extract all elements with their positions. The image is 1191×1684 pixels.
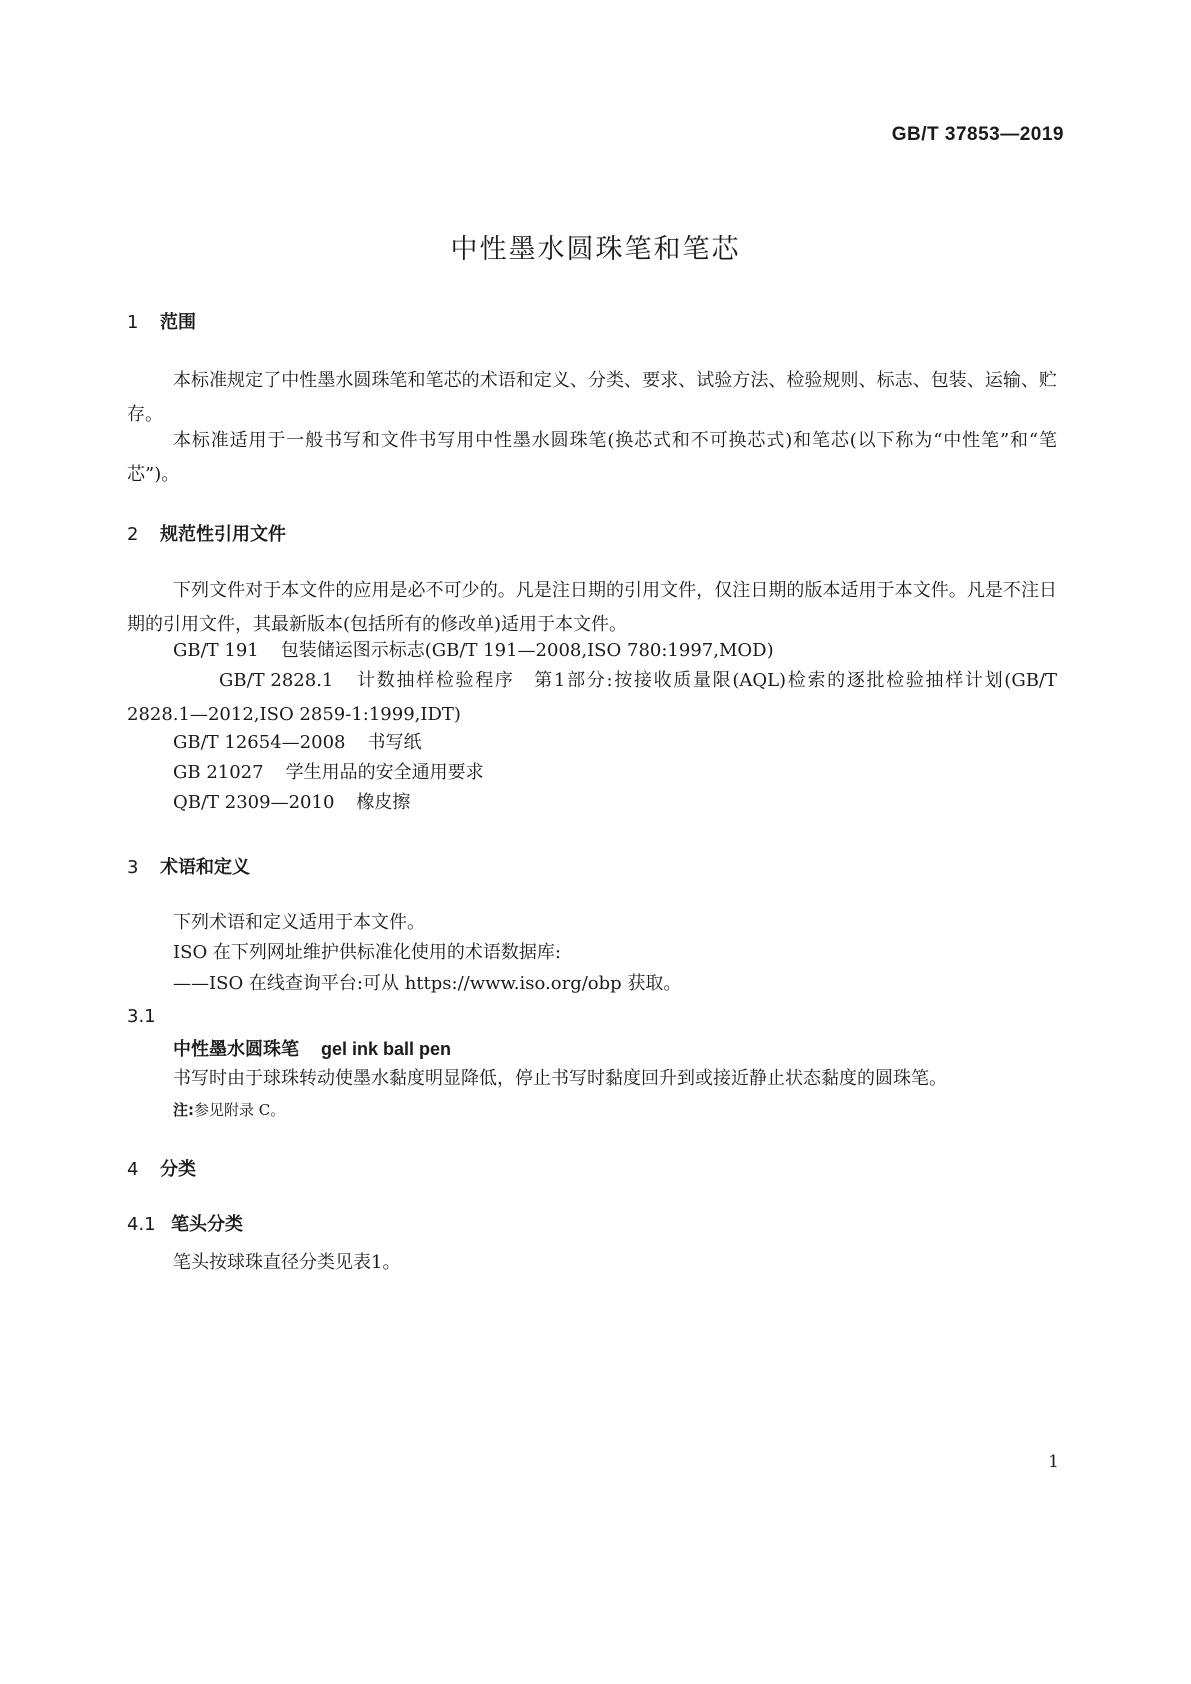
reference-code: GB/T 12654—2008 [173,732,346,753]
terms-paragraph-2: ISO 在下列网址维护供标准化使用的术语数据库: [173,942,561,963]
subsection-4-1-heading [127,1210,243,1236]
term-chinese: 中性墨水圆珠笔 [173,1039,299,1060]
term-note [173,1099,285,1120]
term-english: gel ink ball pen [321,1039,452,1059]
note-label: 注: [173,1101,194,1119]
section-number: 3 [127,857,139,878]
reference-code: GB/T 191 [173,640,259,661]
section-title: 术语和定义 [160,857,250,878]
reference-item [173,634,1057,668]
section-2-heading [127,520,286,546]
reference-code: GB 21027 [173,762,264,783]
section-title: 规范性引用文件 [160,524,286,545]
reference-title: 书写纸 [367,732,422,753]
page-number: 1 [1048,1452,1059,1472]
section-title: 范围 [160,312,196,333]
reference-item [173,756,1057,790]
subsection-number: 4.1 [127,1214,156,1235]
reference-title: 包装储运图示标志(GB/T 191—2008,ISO 780:1997,MOD) [280,640,774,661]
note-text: 参见附录 C。 [194,1101,286,1119]
standard-code: GB/T 37853—2019 [891,124,1064,145]
reference-title: 计数抽样检验程序 第1部分:按接收质量限(AQL)检索的逐批检验抽样计划(GB/T 2828.1—2012,ISO 2859-1:1999,IDT) [127,670,1057,725]
reference-code: GB/T 2828.1 [219,670,334,691]
subsection-title: 笔头分类 [171,1214,243,1235]
section-3-heading [127,853,250,879]
reference-item [127,664,1057,732]
section-number: 1 [127,312,139,333]
reference-item [173,786,1057,820]
classification-text: 笔头按球珠直径分类见表1。 [173,1252,401,1273]
terms-paragraph-3: ——ISO 在线查询平台:可从 https://www.iso.org/obp 获取。 [173,973,682,994]
section-title: 分类 [160,1159,196,1180]
scope-paragraph-1: 本标准规定了中性墨水圆珠笔和笔芯的术语和定义、分类、要求、试验方法、检验规则、标志、包装、运输、贮存。 [127,370,1057,425]
section-number: 2 [127,524,139,545]
term-heading [173,1035,451,1061]
section-4-heading [127,1155,196,1181]
document-title: 中性墨水圆珠笔和笔芯 [450,234,741,265]
section-1-heading [127,308,196,334]
references-intro: 下列文件对于本文件的应用是必不可少的。凡是注日期的引用文件，仅注日期的版本适用于本文件。凡是不注日期的引用文件，其最新版本(包括所有的修改单)适用于本文件。 [127,580,1057,635]
term-number: 3.1 [127,1006,156,1027]
reference-title: 橡皮擦 [356,792,411,813]
reference-code: QB/T 2309—2010 [173,792,335,813]
term-definition: 书写时由于球珠转动使墨水黏度明显降低，停止书写时黏度回升到或接近静止状态黏度的圆珠笔。 [173,1068,947,1089]
scope-paragraph-2: 本标准适用于一般书写和文件书写用中性墨水圆珠笔(换芯式和不可换芯式)和笔芯(以下称为“中性笔”和“笔芯”)。 [127,430,1057,485]
section-number: 4 [127,1159,139,1180]
reference-item [173,726,1057,760]
reference-title: 学生用品的安全通用要求 [285,762,484,783]
terms-paragraph-1: 下列术语和定义适用于本文件。 [173,912,425,933]
